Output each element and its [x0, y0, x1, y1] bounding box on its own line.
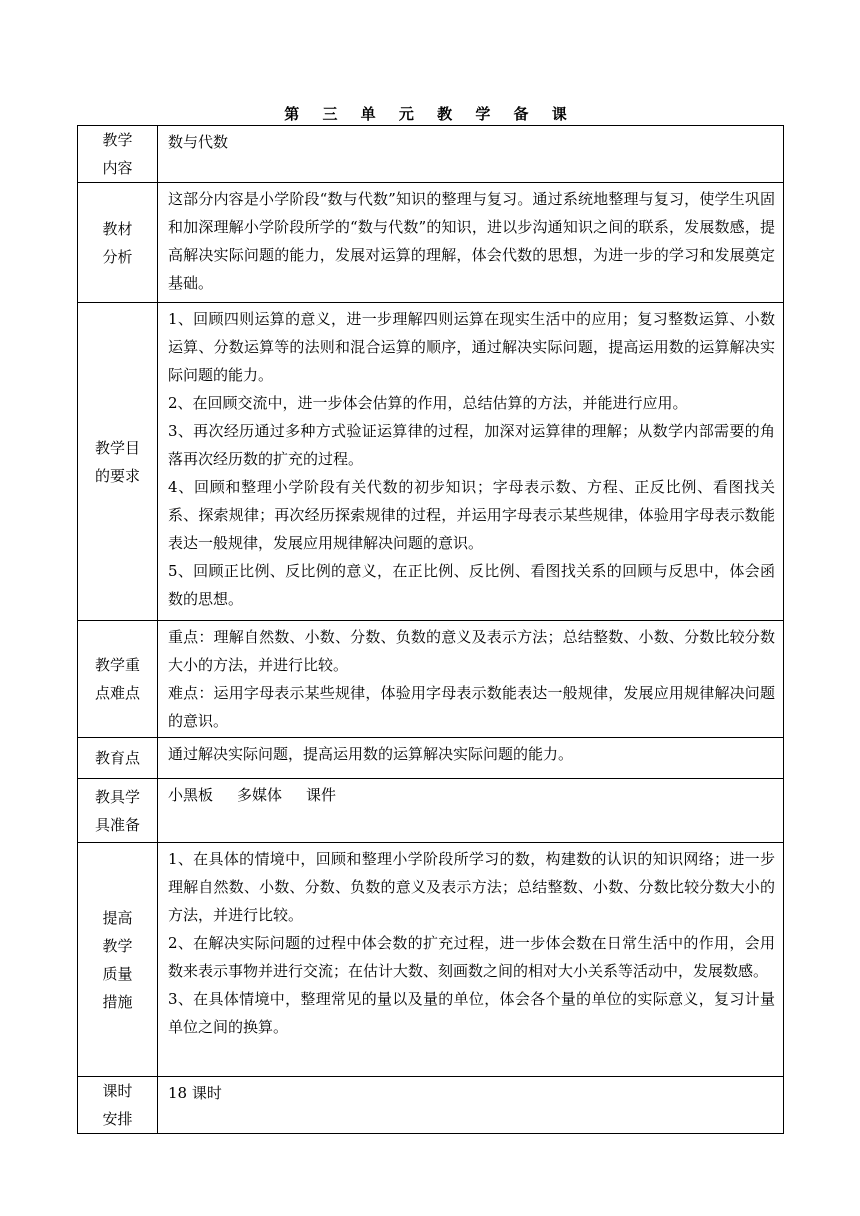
row-key-difficult-points	[78, 621, 784, 738]
row-label	[78, 738, 158, 779]
row-teaching-content	[78, 126, 784, 183]
row-quality-measures	[78, 843, 784, 1077]
tool-item: 多媒体	[237, 786, 283, 804]
label-line: 教学目	[94, 438, 140, 457]
row-teaching-goals	[78, 303, 784, 621]
row-label	[78, 621, 158, 738]
list-item: 4、回顾和整理小学阶段有关代数的初步知识；字母表示数、方程、正反比例、看图找关系、探索规律；再次经历探索规律的过程，并运用字母表示某些规律，体验用字母表示数能表达一般规律，发展应用规律解决问题的意识。	[168, 478, 775, 552]
label-line: 措施	[102, 992, 133, 1011]
row-schedule	[78, 1077, 784, 1134]
label-line: 点难点	[94, 684, 140, 702]
list-item: 2、在解决实际问题的过程中体会数的扩充过程，进一步体会数在日常生活中的作用，会用数来表示事物并进行交流；在估计大数、刻画数之间的相对大小关系等活动中，发展数感。	[168, 934, 775, 980]
row-content	[158, 303, 784, 621]
tool-item: 课件	[306, 786, 337, 804]
row-content	[158, 1077, 784, 1134]
label-line: 教具学	[94, 787, 140, 806]
label-line: 内容	[102, 159, 133, 177]
row-label	[78, 779, 158, 843]
list-item: 难点：运用字母表示某些规律，体验用字母表示数能表达一般规律，发展应用规律解决问题的意识。	[168, 684, 775, 730]
row-content	[158, 843, 784, 1077]
row-content	[158, 126, 784, 183]
row-content	[158, 183, 784, 303]
label-line: 分析	[102, 247, 133, 266]
page-title: 第 三 单 元 教 学 备 课	[284, 105, 576, 123]
list-item: 3、再次经历通过多种方式验证运算律的过程，加深对运算律的理解；从数学内部需要的角落再次经历数的扩充的过程。	[168, 422, 775, 468]
label-line: 安排	[102, 1110, 133, 1128]
list-item: 5、回顾正比例、反比例的意义，在正比例、反比例、看图找关系的回顾与反思中，体会函数的思想。	[168, 562, 775, 608]
list-item: 1、回顾四则运算的意义，进一步理解四则运算在现实生活中的应用；复习整数运算、小数运算、分数运算等的法则和混合运算的顺序，通过解决实际问题，提高运用数的运算解决实际问题的能力。	[168, 310, 775, 384]
label-line: 质量	[102, 964, 133, 983]
row-label	[78, 183, 158, 303]
label-line: 教学重	[94, 656, 140, 674]
row-content	[158, 779, 784, 843]
label-line: 课时	[102, 1082, 133, 1100]
list-item: 1、在具体的情境中，回顾和整理小学阶段所学习的数，构建数的认识的知识网络；进一步理解自然数、小数、分数、负数的意义及表示方法；总结整数、小数、分数比较分数大小的方法，并进行比较。	[168, 850, 775, 924]
label-line: 提高	[102, 908, 133, 927]
list-item: 重点：理解自然数、小数、分数、负数的意义及表示方法；总结整数、小数、分数比较分数大小的方法，并进行比较。	[168, 628, 775, 674]
list-item: 2、在回顾交流中，进一步体会估算的作用，总结估算的方法，并能进行应用。	[168, 394, 688, 412]
label-line: 具准备	[94, 815, 140, 834]
row-teaching-tools	[78, 779, 784, 843]
label-line: 教材	[102, 219, 133, 238]
row-label	[78, 126, 158, 183]
label-line: 教学	[102, 131, 133, 149]
list-item: 3、在具体情境中，整理常见的量以及量的单位，体会各个量的单位的实际意义，复习计量单位之间的换算。	[168, 990, 775, 1036]
content-text: 18 课时	[168, 1084, 222, 1102]
label-line: 教育点	[94, 749, 140, 767]
row-label	[78, 1077, 158, 1134]
row-content	[158, 738, 784, 779]
row-label	[78, 303, 158, 621]
label-line: 教学	[102, 936, 133, 955]
row-content	[158, 621, 784, 738]
content-text: 数与代数	[168, 133, 229, 151]
row-education-point	[78, 738, 784, 779]
row-material-analysis	[78, 183, 784, 303]
tool-item: 小黑板	[168, 786, 214, 804]
content-text: 通过解决实际问题，提高运用数的运算解决实际问题的能力。	[168, 745, 574, 763]
label-line: 的要求	[94, 466, 140, 485]
row-label	[78, 843, 158, 1077]
content-text: 这部分内容是小学阶段“数与代数”知识的整理与复习。通过系统地整理与复习，使学生巩固和加深理解小学阶段所学的“数与代数”的知识，进以步沟通知识之间的联系，发展数感，提高解决实际问题的能力，发展对运算的理解，体会代数的思想，为进一步的学习和发展奠定基础。	[168, 190, 775, 292]
lesson-plan-table	[77, 125, 784, 1134]
